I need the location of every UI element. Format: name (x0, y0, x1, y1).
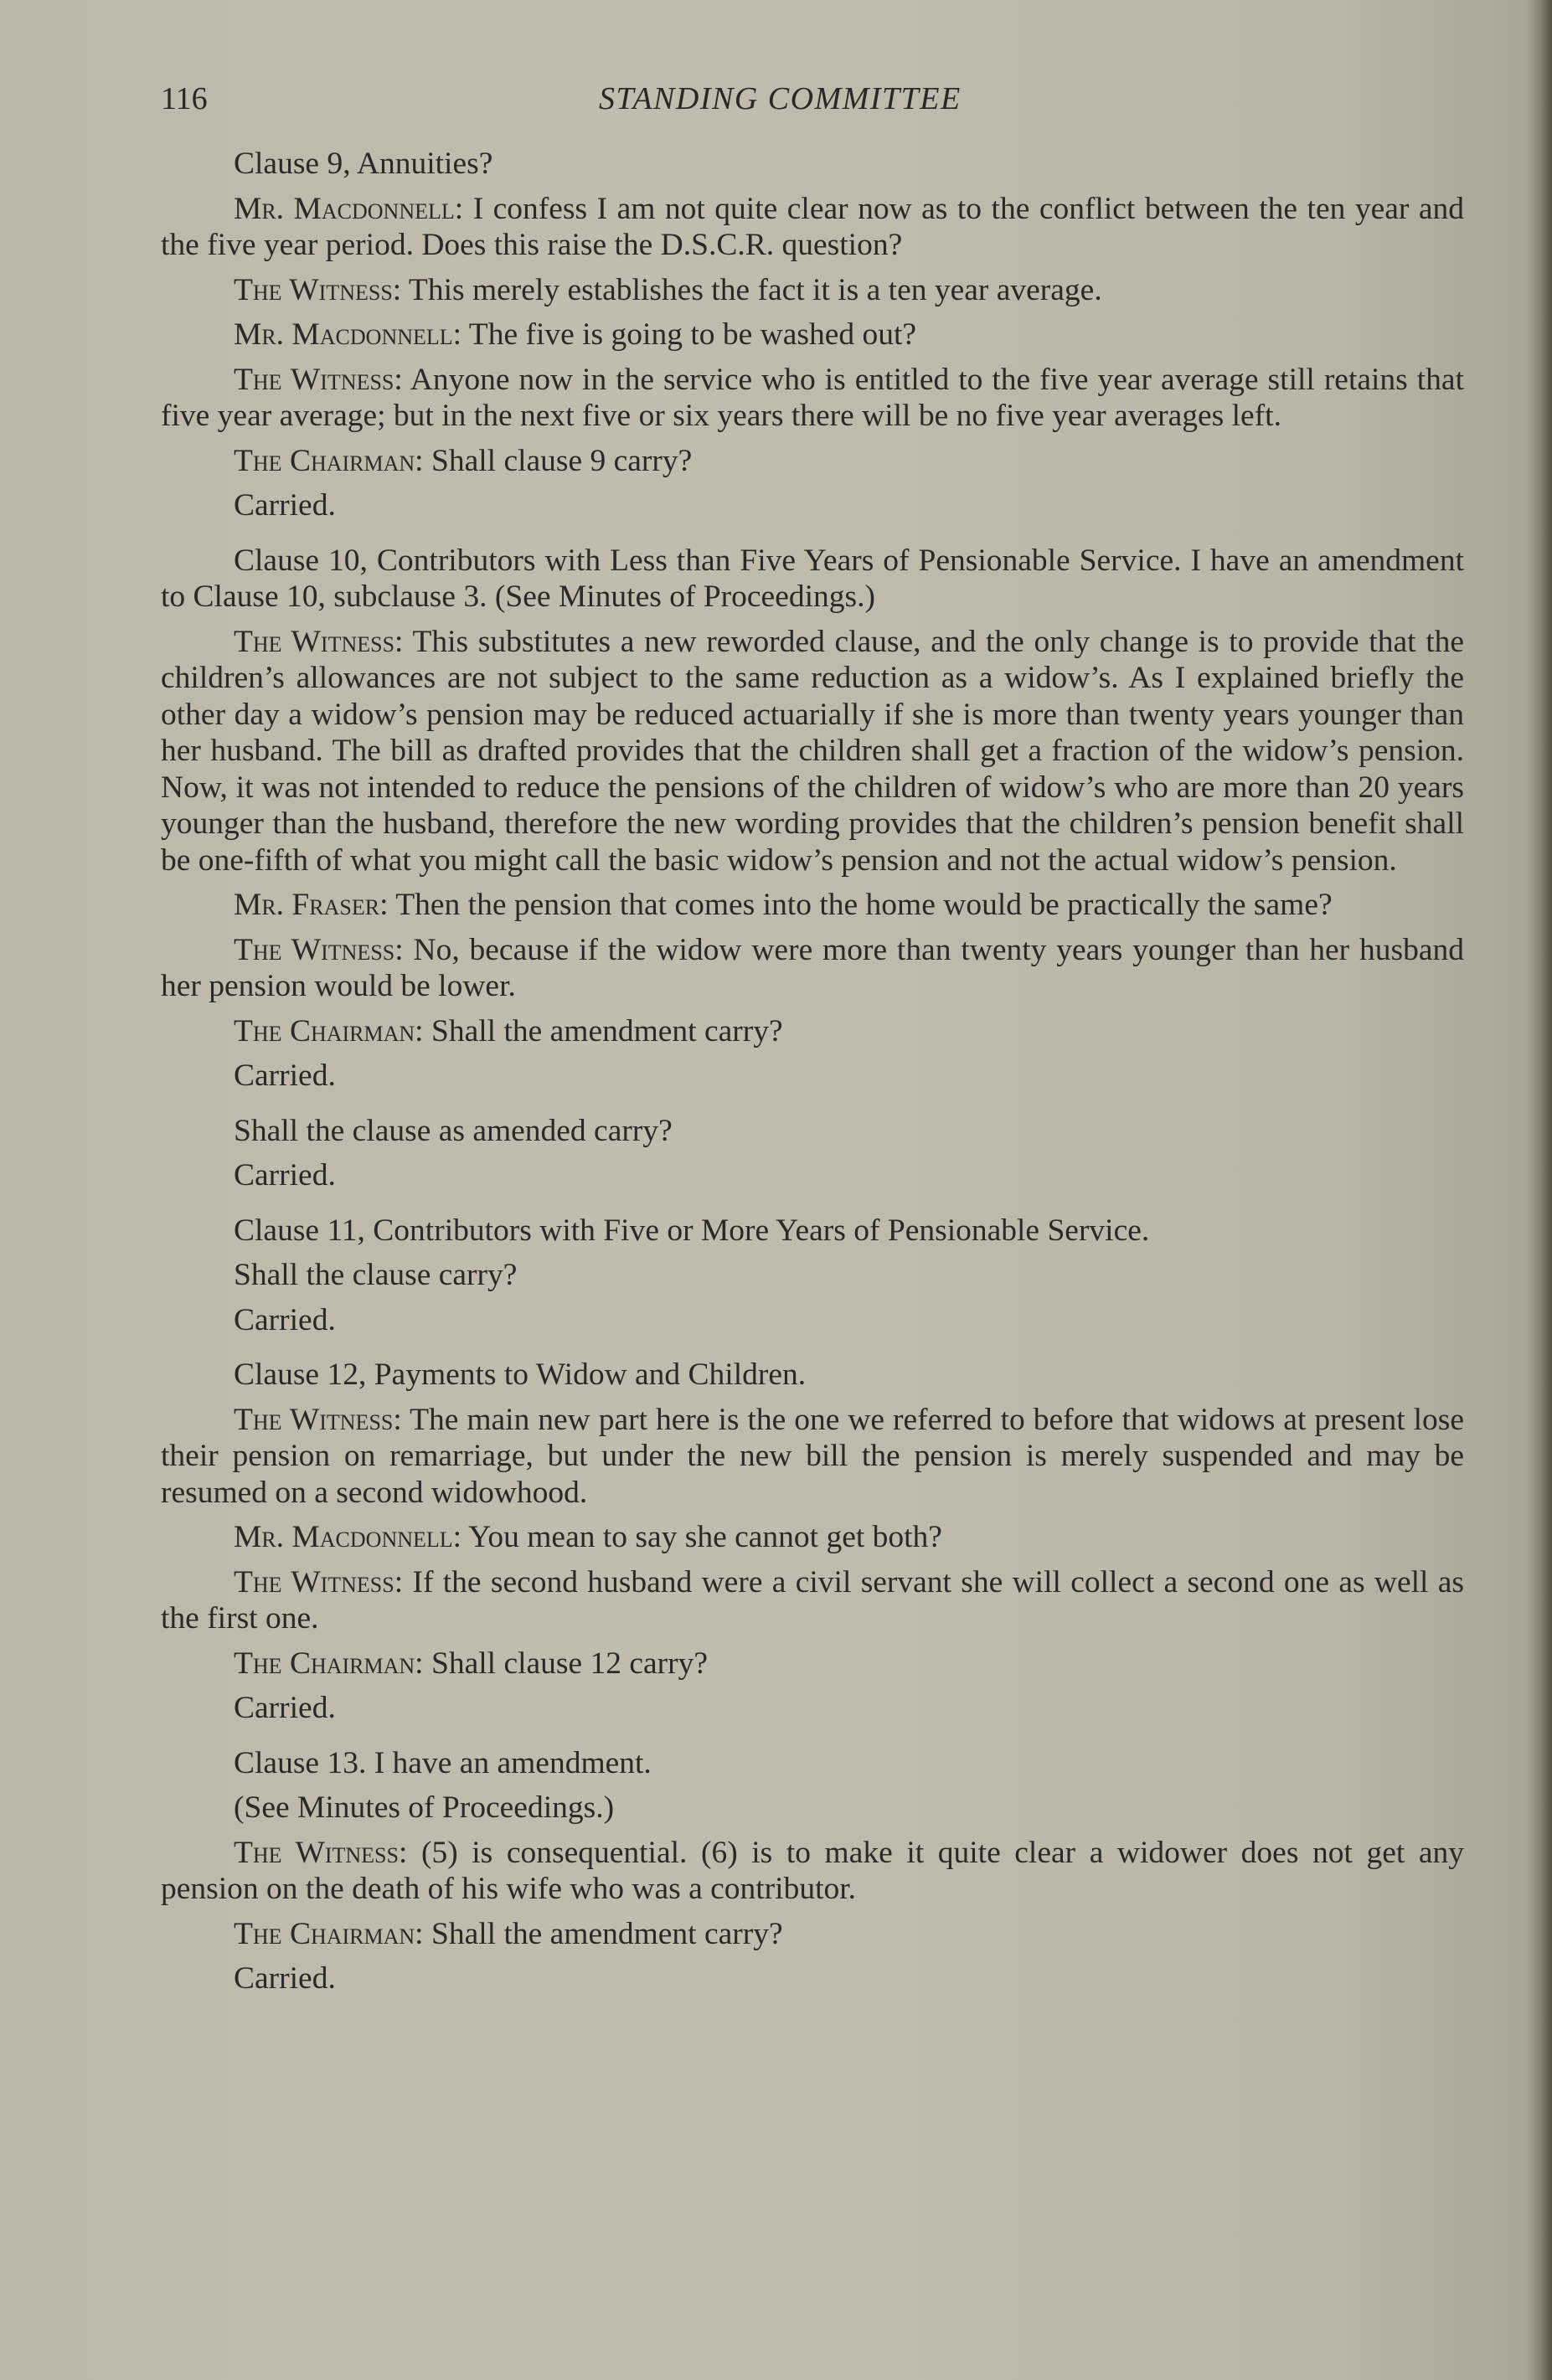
paragraph-text: Clause 12, Payments to Widow and Children. (234, 1357, 807, 1392)
paragraph-text: If the second husband were a civil servant she will collect a second one as well as the first one. (161, 1564, 1464, 1636)
paragraph (161, 1357, 1464, 1393)
paragraph-text: Carried. (234, 488, 336, 523)
paragraph-text: Carried. (234, 1302, 336, 1337)
paragraph-text: Shall the clause carry? (234, 1258, 518, 1292)
speaker: The Witness: (234, 1402, 402, 1437)
paragraph-text: Shall clause 12 carry? (431, 1646, 709, 1681)
paragraph (161, 1745, 1464, 1782)
paragraph (161, 1835, 1464, 1908)
paragraph-text: Carried. (234, 1961, 336, 1996)
paragraph (161, 624, 1464, 879)
paragraph (161, 1960, 1464, 1997)
paragraph-text: Then the pension that comes into the home would be practically the same? (395, 888, 1333, 922)
paragraph (161, 887, 1464, 924)
paragraph (161, 272, 1464, 309)
speaker: The Witness: (234, 624, 404, 659)
paragraph (161, 1646, 1464, 1682)
paragraph-text: Carried. (234, 1158, 336, 1193)
speaker: Mr. Fraser: (234, 888, 389, 922)
paragraph-text: No, because if the widow were more than twenty years younger than her husband her pension would be lower. (161, 932, 1464, 1003)
speaker: The Witness: (234, 1835, 408, 1870)
paragraph-text: Anyone now in the service who is entitled to the five year average still retains that five year average; but in the next five or six years there will be no five year averages left. (161, 362, 1464, 433)
paragraph-text: Clause 9, Annuities? (234, 147, 493, 181)
paragraph (161, 1213, 1464, 1249)
paragraph (161, 1157, 1464, 1194)
paragraph (161, 1916, 1464, 1953)
paragraph (161, 317, 1464, 353)
speaker: Mr. Macdonnell: (234, 317, 462, 352)
running-head: STANDING COMMITTEE (599, 81, 962, 116)
paragraph-text: This merely establishes the fact it is a ten year average. (408, 272, 1102, 307)
paragraph-text: Carried. (234, 1691, 336, 1725)
paragraph (161, 1690, 1464, 1727)
speaker: The Chairman: (234, 1646, 424, 1681)
paragraph (161, 1790, 1464, 1826)
speaker: Mr. Macdonnell: (234, 191, 464, 226)
speaker: The Chairman: (234, 443, 424, 478)
paragraph (161, 191, 1464, 264)
speaker: The Witness: (234, 362, 403, 397)
paragraph-text: I confess I am not quite clear now as to the conflict between the ten year and the five year period. Does this raise the D.S.C.R. question? (161, 191, 1465, 262)
speaker: Mr. Macdonnell: (234, 1520, 462, 1554)
speaker: The Witness: (234, 1564, 404, 1600)
paragraph (161, 487, 1464, 524)
paragraph (161, 1257, 1464, 1294)
page-edge-shadow (1527, 0, 1552, 2380)
paragraph-text: Carried. (234, 1059, 336, 1093)
paragraph (161, 1402, 1464, 1512)
paragraph-text: Clause 11, Contributors with Five or More Years of Pensionable Service. (234, 1213, 1150, 1248)
page-header (161, 80, 1464, 121)
paragraph (161, 362, 1464, 435)
paragraph-text: (5) is consequential. (6) is to make it quite clear a widower does not get any pension on the death of his wife who was a contributor. (161, 1835, 1464, 1906)
paragraph-text: (See Minutes of Proceedings.) (234, 1790, 615, 1825)
paragraph (161, 1058, 1464, 1095)
paragraph-text: Shall the amendment carry? (431, 1916, 783, 1951)
paragraph (161, 1302, 1464, 1339)
paragraph-text: The five is going to be washed out? (468, 317, 917, 352)
paragraph (161, 543, 1464, 616)
paragraph (161, 443, 1464, 480)
paragraph (161, 1013, 1464, 1050)
paragraph-text: You mean to say she cannot get both? (468, 1520, 942, 1554)
speaker: The Chairman: (234, 1916, 424, 1951)
paragraph (161, 1519, 1464, 1556)
paragraph-text: The main new part here is the one we referred to before that widows at present lose their pension on remarriage, but under the new bill the pension is merely suspended and may be resumed on a second widowhood. (161, 1402, 1464, 1510)
page-number: 116 (161, 81, 208, 116)
paragraph (161, 932, 1464, 1005)
paragraph-text: Clause 13. I have an amendment. (234, 1745, 652, 1780)
paragraph-text: This substitutes a new reworded clause, and the only change is to provide that the children’s allowances are not subject to the same reduction as a widow’s. As I explained briefly the other day a widow’s pension may be reduced actuarially if she is more than twenty years younger than her husband. The bill as drafted provides that the children shall get a fraction of the widow’s pension. Now, it was not intended to reduce the pensions of the children of widow’s who are more than 20 years younger than the husband, therefore the new wording provides that the children’s pension benefit shall be one-fifth of what you might call the basic widow’s pension and not the actual widow’s pension. (161, 624, 1465, 878)
paragraph-text: Shall the amendment carry? (431, 1013, 783, 1048)
paragraph-text: Shall clause 9 carry? (431, 443, 693, 478)
speaker: The Witness: (234, 272, 402, 307)
paragraph (161, 1113, 1464, 1150)
paragraph-text: Shall the clause as amended carry? (234, 1113, 673, 1148)
paragraph (161, 146, 1464, 183)
paragraph (161, 1564, 1464, 1637)
speaker: The Witness: (234, 932, 404, 967)
transcript-body (161, 146, 1464, 2006)
paragraph-text: Clause 10, Contributors with Less than Five Years of Pensionable Service. I have an amendment to Clause 10, subclause 3. (See Minutes of Proceedings.) (161, 543, 1464, 614)
speaker: The Chairman: (234, 1013, 424, 1048)
